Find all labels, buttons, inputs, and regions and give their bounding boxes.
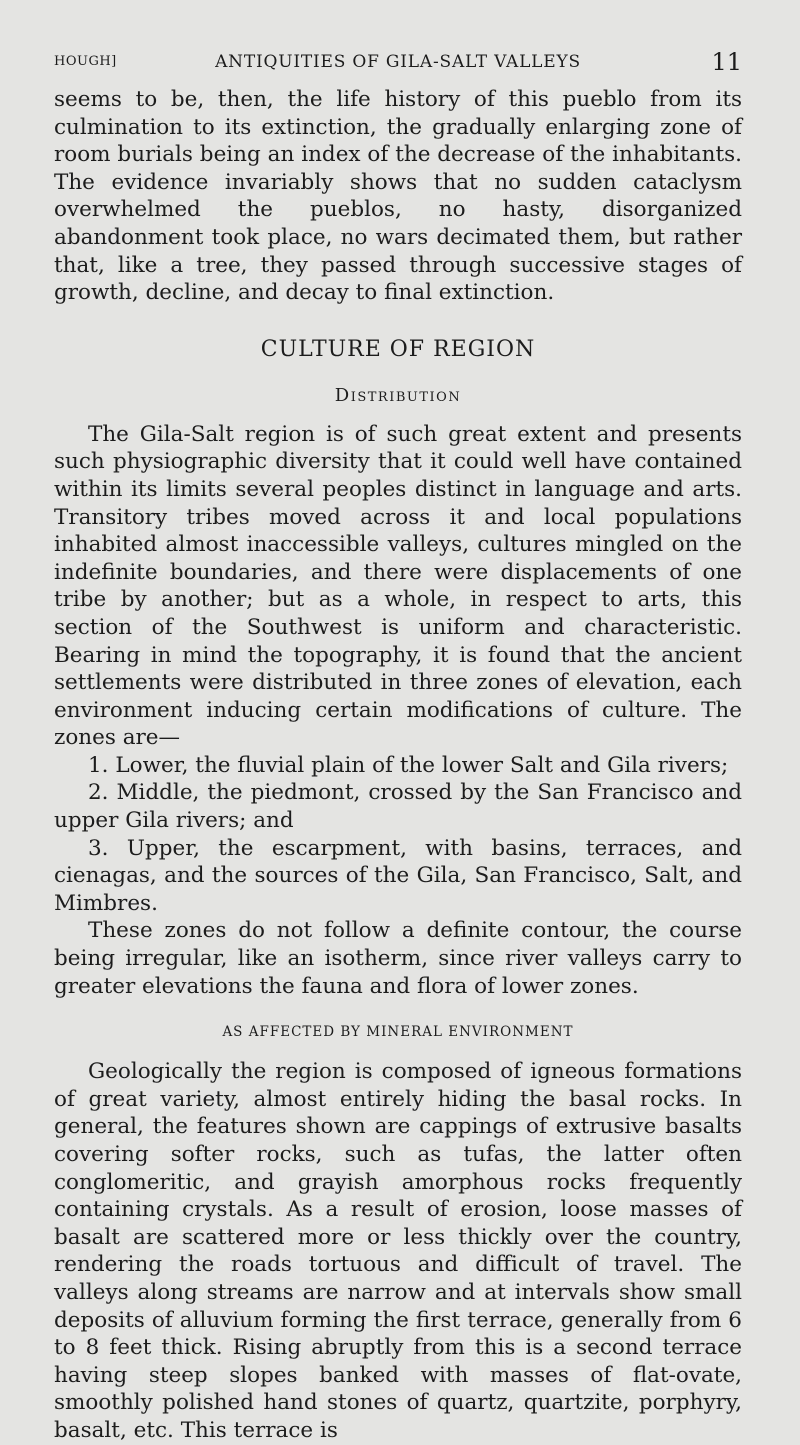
- page-title: ANTIQUITIES OF GILA-SALT VALLEYS: [215, 52, 581, 72]
- paragraph-zones: These zones do not follow a definite contour, the course being irregular, like an isotherm, since river valleys carry to greater elevations the fauna and flora of lower zones.: [54, 918, 742, 999]
- list-item-lower-zone: 1. Lower, the fluvial plain of the lower Salt and Gila rivers;: [88, 752, 729, 778]
- section-heading: CULTURE OF REGION: [260, 336, 536, 362]
- body-text: [54, 86, 742, 1445]
- page-number: 11: [711, 48, 742, 76]
- section-caption: AS AFFECTED BY MINERAL ENVIRONMENT: [222, 1024, 574, 1041]
- list-item-upper-zone: 3. Upper, the escarpment, with basins, terraces, and cienagas, and the sources of the Gila, San Francisco, Salt, and Mimbres.: [54, 835, 742, 916]
- running-head: [54, 48, 742, 78]
- paragraph-distribution: The Gila-Salt region is of such great extent and presents such physiographic diversity that it could well have contained within its limits several peoples distinct in language and arts. Transitory tribes moved across it and local populations inhabited almost inaccessible valleys, cultures mingled on the indefinite boundaries, and there were displacements of one tribe by another; but as a whole, in respect to arts, this section of the Southwest is uniform and characteristic. Bearing in mind the topography, it is found that the ancient settlements were distributed in three zones of elevation, each environment inducing certain modifications of culture. The zones are—: [54, 421, 742, 751]
- author-running-head: HOUGH]: [54, 54, 117, 69]
- paragraph-geology: Geologically the region is composed of igneous formations of great variety, almost entirely hiding the basal rocks. In general, the features shown are cappings of extrusive basalts covering softer rocks, such as tufas, the latter often conglomeritic, and grayish amorphous rocks frequently containing crystals. As a result of erosion, loose masses of basalt are scattered more or less thickly over the country, rendering the roads tortuous and difficult of travel. The valleys along streams are narrow and at intervals show small deposits of alluvium forming the first terrace, generally from 6 to 8 feet thick. Rising abruptly from this is a second terrace having steep slopes banked with masses of flat-ovate, smoothly polished hand stones of quartz, quartzite, porphyry, basalt, etc. This terrace is: [54, 1059, 742, 1443]
- list-item-middle-zone: 2. Middle, the piedmont, crossed by the San Francisco and upper Gila rivers; and: [54, 780, 742, 834]
- paragraph-continuation: seems to be, then, the life history of this pueblo from its culmination to its extinction, the gradually enlarging zone of room burials being an index of the decrease of the inhabitants. The evidence invariably shows that no sudden cataclysm overwhelmed the pueblos, no hasty, disorganized abandonment took place, no wars decimated them, but rather that, like a tree, they passed through successive stages of growth, decline, and decay to final extinction.: [54, 87, 742, 306]
- subsection-heading: Distribution: [334, 384, 462, 406]
